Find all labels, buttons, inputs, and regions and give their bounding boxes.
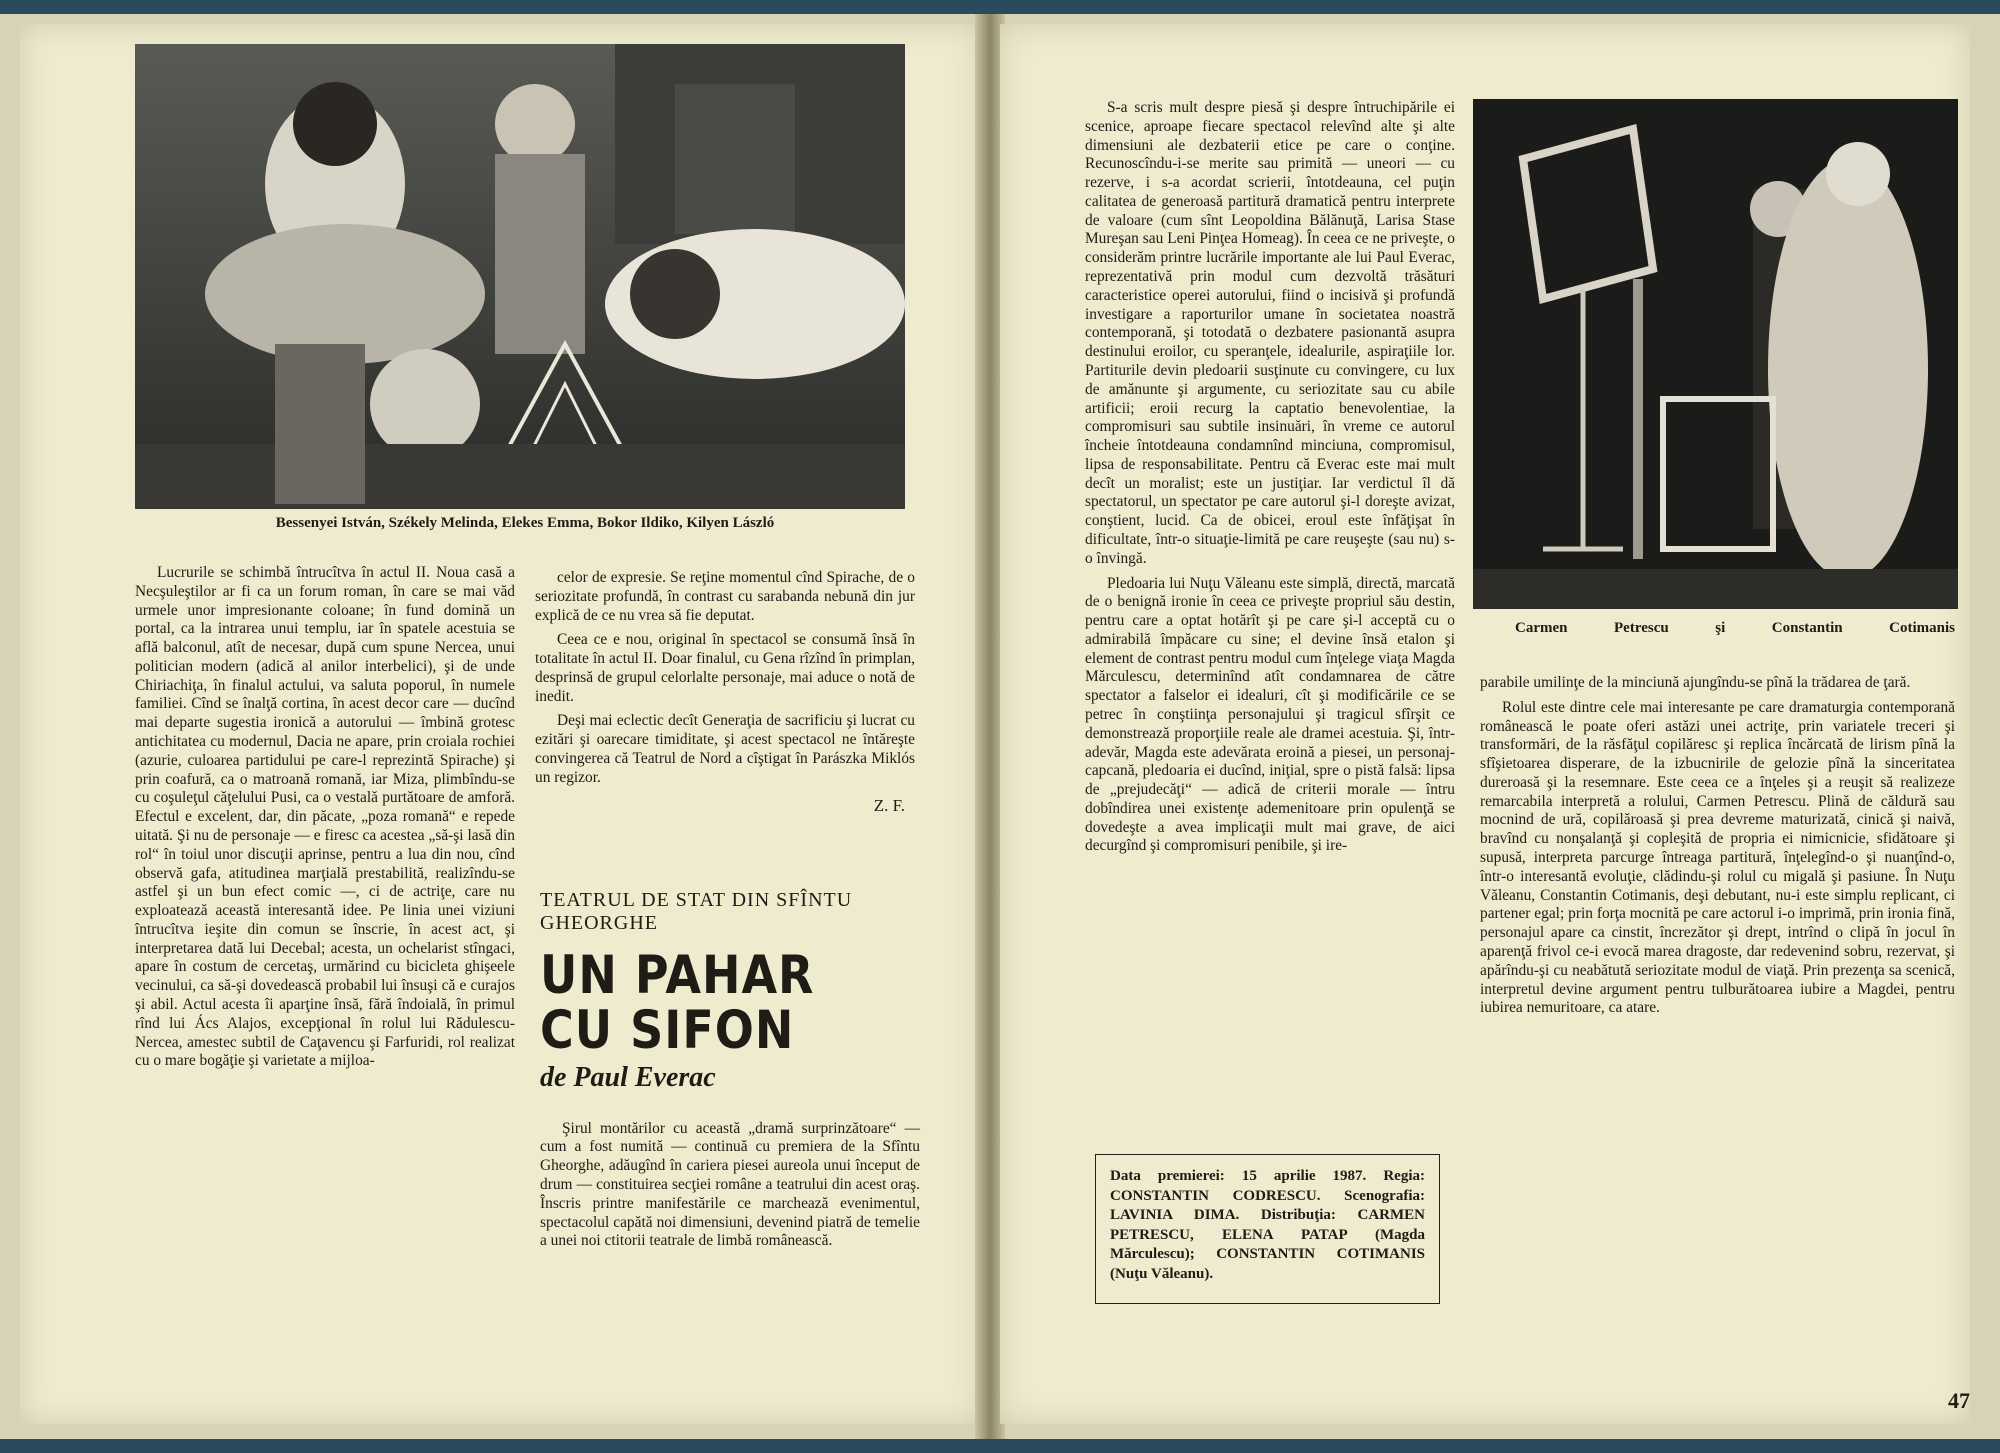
article-column-2 (535, 569, 915, 816)
play-title (540, 943, 920, 1062)
left-page (20, 24, 980, 1424)
paragraph: Şirul montărilor cu această „dramă surprinzătoare“ — cum a fost numită — continuă cu premiera de la Sfîntu Gheorghe, adăugînd în cariera piesei aureola unui început de drum — constituirea secţiei române a teatrului din acest oraş. Înscris printre manifestările ce marchează evenimentul, spectacolul capătă noi dimensiuni, devenind piatră de temelie a unei noi ctitorii teatrale de limbă românească. (540, 1119, 920, 1250)
article-column-1 (135, 564, 515, 1077)
right-page (1000, 24, 1970, 1424)
paragraph: Deşi mai eclectic decît Generaţia de sacrificiu şi lucrat cu ezitări şi oarecare timiditate, şi acest spectacol ne întăreşte convingerea că Teatrul de Nord a cîştigat în Parászka Miklós un regizor. (535, 712, 915, 786)
article-column-2 (1480, 674, 1955, 1024)
review-headline (540, 889, 920, 1257)
stage-photo-cardgame-icon (135, 44, 905, 509)
paragraph: parabile umilinţe de la minciună ajungîndu-se pînă la trădarea de ţară. (1480, 674, 1911, 691)
play-title-line: CU SIFON (540, 999, 795, 1062)
paragraph: Lucrurile se schimbă întrucîtva în actul II. Noua casă a Necşuleştilor ar fi ca un forum roman, în care se mai văd urmele unor impresionante coloane; în fund domină un portal, ca la intrarea unui templu, iar în spatele acestuia se află balconul, atît de necesar, după cum spune Nercea, unui politician modern (adică al anilor interbelici), şi de unde Chiriachiţa, în finalul actului, va saluta poporul, în numele familiei. Cînd se înalţă cortina, în acest decor care — ducînd mai departe sugestia ironică a autorului — îmbină grotesc antichitatea cu modernul, Dacia ne apare, prin croiala rochiei (azurie, culoarea partidului pe care-l reprezintă Spirache) şi prin coafură, ca o matroană romană, iar Miza, plimbîndu-se cu coşuleţul căţelului Pusi, ca o vestală purtătoare de amforă. Efectul e excelent, dar, din păcate, „poza romană“ e repede uitată. Şi nu de personaje — e firesc ca acestea „să-şi lasă din rol“ în toiul unor discuţii aprinse, pentru a lua din nou, cînd observă gafa, atitudinea marţială prestabilită, realizîndu-se astfel şi un bun efect comic —, ci de actriţe, care nu exploatează această interesantă idee. Pe linia unei viziuni întrucîtva ieşite din comun se înscrie, în acest act, şi interpretarea dată lui Decebal; acesta, un ochelarist stîngaci, apare în costum de cercetaş, urmărind cu bicicleta ghişeele vecinului, ca să-şi dovedească probabil lui însuşi că e curajos şi abil. Actul acesta îi aparţine însă, fără îndoială, în primul rînd lui Ács Alajos, excepţional în rolul lui Rădulescu-Nercea, amestec subtil de Caţavencu şi Farfuridi, rol realizat cu o mare bogăţie şi varietate a mijloa- (135, 564, 515, 1070)
paragraph: Rolul este dintre cele mai interesante pe care dramaturgia contemporană românească le poate oferi astăzi unei actriţe, prin variatele treceri şi transformări, de la răsfăţul copilăresc şi replica încărcată de lirism pînă la sfîşietoarea disperare, de la izbucnirile de gelozie pînă la sinceritatea dureroasă şi la resemnare. Este ceea ce a înţeles şi a reuşit să realizeze remarcabila interpretă a rolului, Carmen Petrescu. Plină de căldură sau mocnind de ură, copilăroasă şi prea devreme maturizată, cinică şi naivă, bravînd cu nonşalanţă şi copleşită de propria ei nimicnicie, sfidătoare şi supusă, interpreta parcurge întreaga partitură, înţelegînd-o şi nuanţînd-o, într-o interesantă evoluţie, clădindu-şi rolul cu migală şi pasiune. În Nuţu Văleanu, Constantin Cotimanis, deşi debutant, nu-i este simplu replicant, ci partener egal; prin forţa mocnită pe care actorul i-o imprimă, prin ironia fină, personajul apare ca cinstit, încrezător şi drept, intrînd o clipă în jocul în aparenţă frivol ce-i evocă marea dragoste, dar redevenind sobru, rezervat, şi apărîndu-şi cu neabătută seriozitate modul de viaţă. Prin prezenţa sa scenică, interpretul devine argument pentru tulburătoarea iubire a Magdei, pentru iubirea nemuritoare, ca atare. (1480, 698, 1955, 1017)
theatre-name: TEATRUL DE STAT DIN SFÎNTU GHEORGHE (540, 889, 853, 934)
author-initials: Z. F. (873, 795, 905, 815)
photo-caption: Carmen Petrescu şi Constantin Cotimanis (1515, 620, 1955, 636)
stage-photo-two-actors (1473, 99, 1958, 609)
stage-photo-two-actors-icon (1473, 99, 1958, 609)
photo-caption: Bessenyei István, Székely Melinda, Elekes Emma, Bokor Ildiko, Kilyen László (275, 515, 775, 531)
page-number: 47 (1948, 1388, 1970, 1413)
paragraph: Ceea ce e nou, original în spectacol se consumă însă în totalitate în actul II. Doar finalul, cu Gena rîzînd în primplan, desprinsă de grupul celorlalte personaje, mai aduce o notă de inedit. (535, 631, 915, 705)
paragraph: celor de expresie. Se reţine momentul cînd Spirache, de o seriozitate profundă, în contrast cu sarabanda nebună din jur explică de ce nu vrea să fie deputat. (535, 569, 915, 624)
article-column-1 (1085, 99, 1455, 862)
play-title-line: UN PAHAR (540, 943, 815, 1006)
review-intro (540, 1120, 920, 1251)
magazine-spread (0, 14, 2000, 1439)
premiere-credits-box: Data premierei: 15 aprilie 1987. Regia: CONSTANTIN CODRESCU. Scenografia: LAVINIA DIMA. Distribuţia: CARMEN PETRESCU, ELENA PATAP (Magda Mărculescu); CONSTANTIN COTIMANIS (Nuţu Văleanu). (1095, 1154, 1440, 1304)
stage-photo-cardgame (135, 44, 905, 509)
paragraph: Pledoaria lui Nuţu Văleanu este simplă, directă, marcată de o benignă ironie în ceea ce priveşte propriul său destin, pentru care a optat hotărît şi pe care şi-l acceptă cu o admirabilă împăcare cu sine; el devine însă etalon şi element de contrast pentru modul cum înţelege viaţa Magda Mărculescu, determinînd atît condamnarea de către spectator a falselor ei idealuri, cît şi modificările ce se petrec în conştiinţa personajului şi tragicul sfîrşit ce demonstrează proporţiile reale ale dramei acestuia. Şi, într-adevăr, Magda este adevărata eroină a piesei, un personaj-capcană, pledoaria ei ducînd, iniţial, spre o pistă falsă: lipsa de „prejudecăţi“ — adică de criterii morale — întru dobîndirea unei existenţe ademenitoare prin opulenţă se dovedeşte a avea implicaţii mult mai grave, de aici decurgînd şi compromisuri penibile, şi ire- (1085, 574, 1455, 855)
paragraph: S-a scris mult despre piesă şi despre întruchipările ei scenice, aproape fiecare spectacol relevînd alte şi alte dimensiuni ale dezbaterii etice pe care o conţine. Recunoscîndu-i-se merite sau primită — uneori — cu rezerve, i s-a acordat scrierii, întotdeauna, cel puţin calitatea de generoasă partitură dramatică pentru interprete de valoare (cum sînt Leopoldina Bălănuţă, Larisa Stase Mureşan sau Leni Pinţea Homeag). În ceea ce ne priveşte, o considerăm printre lucrările importante ale lui Paul Everac, reprezentativă prin modul cum dezvoltă trăsături caracteristice operei autorului, fiind o incisivă şi profundă investigare a raporturilor umane în societatea noastră contemporană, şi totodată o dezbatere pasionantă asupra destinului eroilor, cu speranţele, idealurile, aspiraţiile lor. Partiturile devin pledoarii susţinute cu convingere, cu lux de amănunte şi argumente, cu seriozitate sau cu abile artificii; eroii recurg la captatio benevolentiae, la compromisuri sau subtile insinuări, în vreme ce autorul încheie întotdeauna condamnînd minciuna, compromisul, lipsa de responsabilitate. Pentru că Everac este mai mult decît un moralist; este un justiţiar. Iar verdictul îl dă spectatorul, un spectator pe care autorul şi-l doreşte avizat, conştient, lucid. Ca de obicei, eroul este înfăţişat în dificultate, într-o situaţie-limită pe care reuşeşte (sau nu) s-o învingă. (1085, 99, 1455, 567)
play-author: de Paul Everac (540, 1061, 716, 1093)
